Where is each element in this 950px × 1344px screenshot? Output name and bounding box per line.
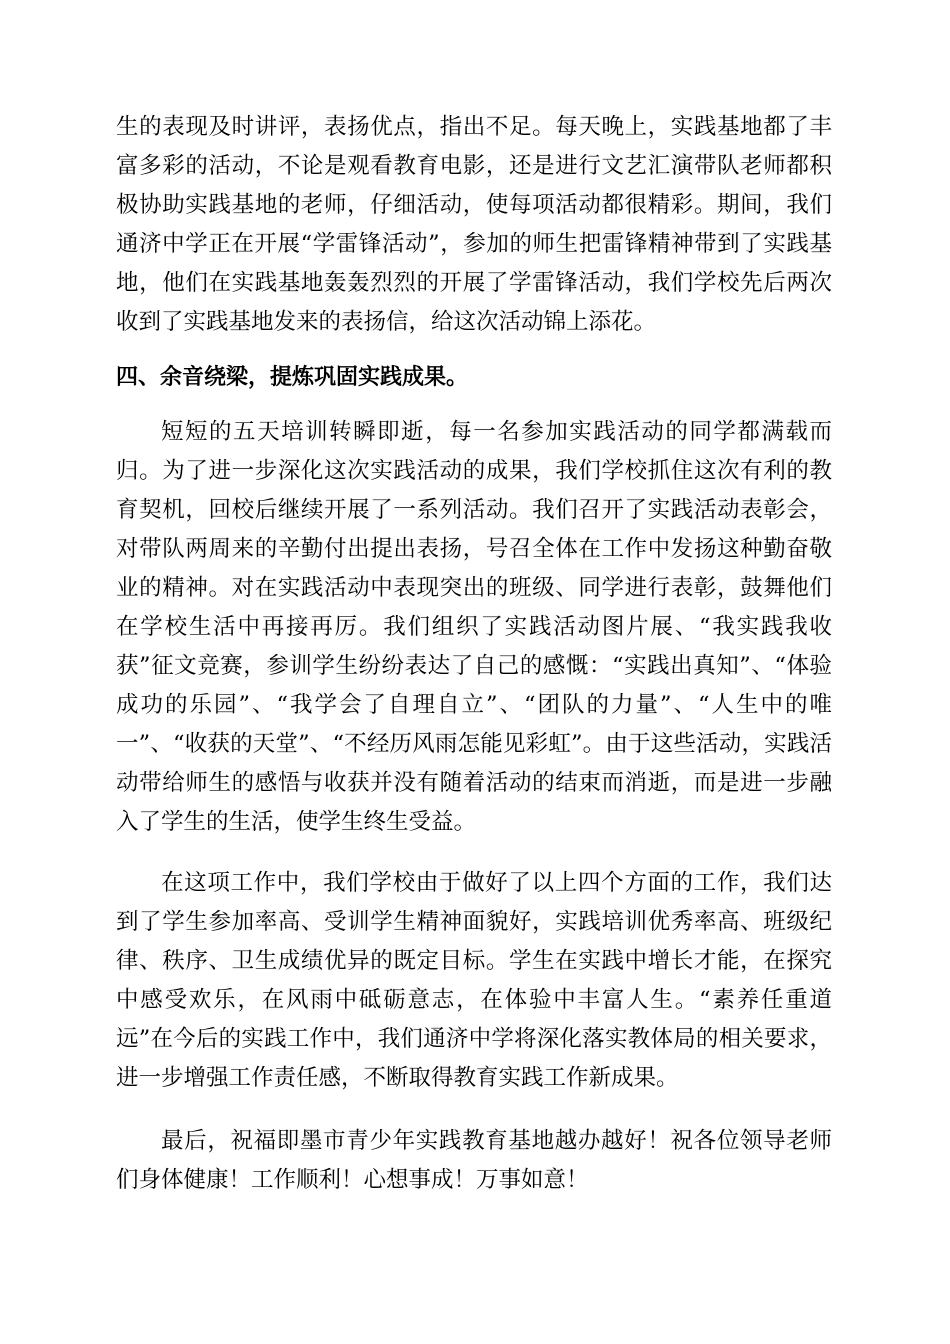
section-heading-4: 四、余音绕梁，提炼巩固实践成果。	[116, 365, 469, 390]
paragraph-closing-wishes: 最后，祝福即墨市青少年实践教育基地越办越好！祝各位领导老师们身体健康！工作顺利！心想事成！万事如意！	[116, 1128, 832, 1193]
document-page	[116, 108, 832, 1200]
paragraph-conclusion: 在这项工作中，我们学校由于做好了以上四个方面的工作，我们达到了学生参加率高、受训学生精神面貌好，实践培训优秀率高、班级纪律、秩序、卫生成绩优异的既定目标。学生在实践中增长才能，在探究中感受欢乐，在风雨中砥砺意志，在体验中丰富人生。“素养任重道远”在今后的实践工作中，我们通济中学将深化落实教体局的相关要求，进一步增强工作责任感，不断取得教育实践工作新成果。	[116, 870, 832, 1091]
paragraph-follow-up-activities: 短短的五天培训转瞬即逝，每一名参加实践活动的同学都满载而归。为了进一步深化这次实践活动的成果，我们学校抓住这次有利的教育契机，回校后继续开展了一系列活动。我们召开了实践活动表彰会，对带队两周来的辛勤付出提出表扬，号召全体在工作中发扬这种勤奋敬业的精神。对在实践活动中表现突出的班级、同学进行表彰，鼓舞他们在学校生活中再接再厉。我们组织了实践活动图片展、“我实践我收获”征文竞赛，参训学生纷纷表达了自己的感慨：“实践出真知”、“体验成功的乐园”、“我学会了自理自立”、“团队的力量”、“人生中的唯一”、“收获的天堂”、“不经历风雨怎能见彩虹”。由于这些活动，实践活动带给师生的感悟与收获并没有随着活动的结束而消逝，而是进一步融入了学生的生活，使学生终生受益。	[116, 419, 832, 835]
paragraph-practice-base-activities: 生的表现及时讲评，表扬优点，指出不足。每天晚上，实践基地都了丰富多彩的活动，不论是观看教育电影，还是进行文艺汇演带队老师都积极协助实践基地的老师，仔细活动，使每项活动都很精彩。期间，我们通济中学正在开展“学雷锋活动”，参加的师生把雷锋精神带到了实践基地，他们在实践基地轰轰烈烈的开展了学雷锋活动，我们学校先后两次收到了实践基地发来的表扬信，给这次活动锦上添花。	[116, 114, 832, 335]
